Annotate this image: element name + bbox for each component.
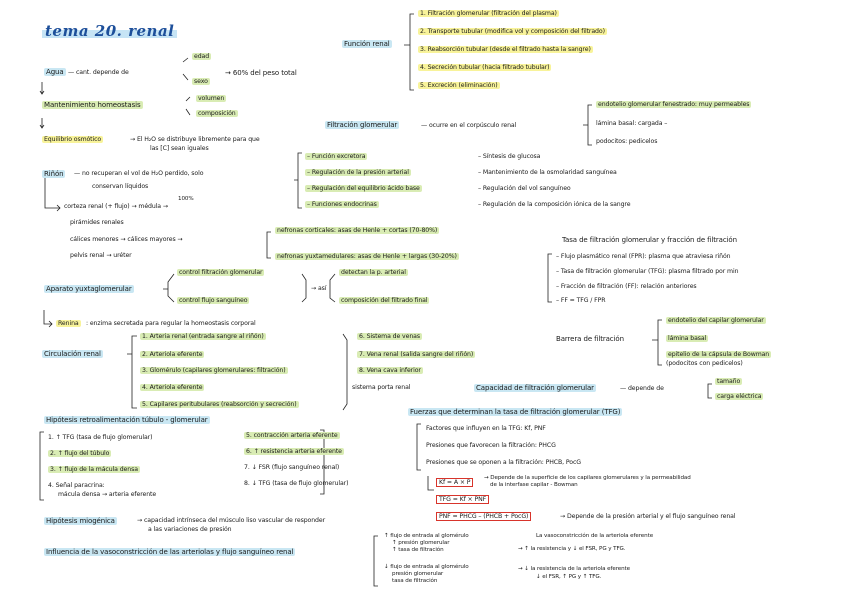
circulacion-item-7: 7. Vena renal (salida sangre del riñón): [359, 351, 474, 358]
capacidad-carga: carga eléctrica: [717, 393, 762, 400]
hipotesis-retro-right-5: 5. contracción arteria eferente: [246, 432, 338, 439]
hipotesis-retro-left-4: 4. Señal paracrina:: [48, 482, 105, 489]
barrera-item-1: endotelio del capilar glomerular: [668, 317, 764, 324]
hipotesis-retro-left-2: 2. ↑ flujo del túbulo: [50, 450, 110, 457]
circulacion-portal: sistema porta renal: [352, 384, 411, 391]
hipotesis-retro-left-5: mácula densa → arteria eferente: [58, 491, 157, 498]
nefronas-corticales: nefronas corticales: asas de Henle + cortas (70-80%): [277, 227, 438, 234]
circulacion-item-1: 1. Arteria renal (entrada sangre al riñón): [142, 333, 264, 340]
circulacion-item-4: 4. Arteriola eferente: [142, 384, 203, 391]
influencia-down-note2: ↓ el FSR, ↑ PG y ↑ TFG.: [536, 574, 602, 580]
influencia-up-note1: La vasoconstricción de la arteriola eferente: [536, 533, 654, 539]
miogenica-label: Hipótesis miogénica: [46, 517, 115, 525]
fuerzas-kf: Kf = A × P: [436, 478, 473, 487]
homeostasis-label: Mantenimiento homeostasis: [44, 101, 141, 109]
rinon-corteza: corteza renal (+ flujo) → médula →: [64, 203, 168, 210]
circulacion-item-8: 8. Vena cava inferior: [359, 367, 421, 374]
influencia-up-3: ↑ tasa de filtración: [392, 547, 444, 553]
influencia-label: Influencia de la vasoconstricción de las arteriolas y flujo sanguíneo renal: [46, 548, 294, 556]
aparato-control2: control flujo sanguíneo: [179, 297, 248, 304]
funcion-rinon-6: – Mantenimiento de la osmolaridad sanguínea: [478, 169, 617, 176]
rinon-line2: conservan líquidos: [92, 183, 149, 190]
funcion-renal-3: 3. Reabsorción tubular (desde el filtrado hasta la sangre): [420, 46, 591, 53]
circulacion-item-5: 5. Capilares peritubulares (reabsorción y secreción): [142, 401, 297, 408]
aparato-arrow: → así: [311, 285, 327, 292]
miogenica-line2: a las variaciones de presión: [148, 526, 232, 533]
tasa-title: Tasa de filtración glomerular y fracción de filtración: [562, 236, 737, 244]
tasa-item-3: – Fracción de filtración (FF): relación anteriores: [556, 283, 697, 290]
circulacion-label: Circulación renal: [44, 350, 101, 358]
hipotesis-retro-label: Hipótesis retroalimentación túbulo - glomerular: [46, 416, 208, 424]
filtracion-item-2: lámina basal: cargada –: [596, 120, 668, 127]
agua-result: → 60% del peso total: [225, 69, 297, 77]
fuerzas-item-1: Factores que influyen en la TFG: Kf, PNF: [426, 425, 546, 432]
funcion-rinon-7: – Regulación del vol sanguíneo: [478, 185, 571, 192]
funcion-rinon-4: – Funciones endocrinas: [307, 201, 377, 208]
aparato-composicion: composición del filtrado final: [341, 297, 428, 304]
hipotesis-retro-right-8: 8. ↓ TFG (tasa de flujo glomerular): [244, 480, 349, 487]
fuerzas-kf-note1: → Depende de la superficie de los capilares glomerulares y la permeabilidad: [484, 475, 691, 481]
tasa-item-1: – Flujo plasmático renal (FPR): plasma que atraviesa riñón: [556, 253, 731, 260]
fuerzas-item-3: Presiones que se oponen a la filtración: PHCB, PocG: [426, 459, 581, 466]
nefronas-yuxtamedulares: nefronas yuxtamedulares: asas de Henle + largas (30-20%): [277, 253, 457, 260]
circulacion-item-2: 2. Arteriola eferente: [142, 351, 203, 358]
funcion-renal-2: 2. Transporte tubular (modifica vol y composición del filtrado): [420, 28, 605, 35]
circulacion-item-3: 3. Glomérulo (capilares glomerulares: filtración): [142, 367, 286, 374]
filtracion-text: — ocurre en el corpúsculo renal: [421, 122, 517, 129]
filtracion-label: Filtración glomerular: [327, 121, 398, 129]
influencia-up-2: ↑ presión glomerular: [392, 540, 450, 546]
page-title: tema 20. renal: [42, 22, 177, 40]
barrera-item-4: (podocitos con pedicelos): [666, 360, 743, 367]
aparato-label: Aparato yuxtaglomerular: [46, 285, 132, 293]
aparato-detectan: detectan la p. arterial: [341, 269, 406, 276]
influencia-down-2: presión glomerular: [392, 571, 444, 577]
rinon-calices: cálices menores → cálices mayores →: [70, 236, 183, 243]
osmotico-line2: las [C] sean iguales: [150, 145, 209, 152]
hipotesis-retro-left-3: 3. ↑ flujo de la mácula densa: [50, 466, 138, 473]
capacidad-label: Capacidad de filtración glomerular: [476, 384, 594, 392]
funcion-rinon-2: – Regulación de la presión arterial: [307, 169, 409, 176]
rinon-line1: — no recuperan el vol de H₂O perdido, solo: [74, 170, 204, 177]
capacidad-tamano: tamaño: [717, 378, 741, 385]
rinon-piramides: pirámides renales: [70, 219, 124, 226]
renina-text: : enzima secretada para regular la homeostasis corporal: [86, 320, 256, 327]
funcion-renal-4: 4. Secreción tubular (hacia filtrado tubular): [420, 64, 550, 71]
circulacion-item-6: 6. Sistema de venas: [359, 333, 420, 340]
funcion-renal-5: 5. Excreción (eliminación): [420, 82, 498, 89]
fuerzas-tfg: TFG = Kf × PNF: [436, 495, 489, 504]
rinon-pelvis: pelvis renal → uréter: [70, 252, 132, 259]
influencia-up-1: ↑ flujo de entrada al glomérulo: [384, 533, 469, 539]
fuerzas-pnf: PNF = PHCG – (PHCB + PocG): [436, 512, 531, 521]
barrera-item-2: lámina basal: [668, 335, 707, 342]
agua-sexo: sexo: [194, 78, 208, 85]
fuerzas-kf-note2: de la interfase capilar - Bowman: [490, 482, 578, 488]
agua-label: Agua: [46, 68, 64, 76]
fuerzas-title: Fuerzas que determinan la tasa de filtración glomerular (TFG): [410, 408, 621, 416]
osmotico-label: Equilibrio osmótico: [44, 136, 102, 143]
rinon-corteza-note: 100%: [178, 196, 194, 202]
funcion-rinon-3: – Regulación del equilibrio ácido base: [307, 185, 420, 192]
miogenica-line1: → capacidad intrínseca del músculo liso vascular de responder: [137, 517, 326, 524]
hipotesis-retro-right-6: 6. ↑ resistencia arteria eferente: [246, 448, 342, 455]
funcion-renal-1: 1. Filtración glomerular (filtración del plasma): [420, 10, 557, 17]
hipotesis-retro-right-7: 7. ↓ FSR (flujo sanguíneo renal): [244, 464, 340, 471]
funcion-renal-label: Función renal: [344, 40, 390, 48]
agua-edad: edad: [194, 53, 210, 60]
funcion-rinon-1: – Función excretora: [307, 153, 366, 160]
homeostasis-volumen: volumen: [198, 95, 225, 102]
fuerzas-pnf-note: → Depende de la presión arterial y el flujo sanguíneo renal: [560, 513, 736, 520]
osmotico-line1: → El H₂O se distribuye libremente para que: [130, 136, 260, 143]
rinon-label: Riñón: [44, 170, 64, 178]
homeostasis-composicion: composición: [198, 110, 236, 117]
funcion-rinon-8: – Regulación de la composición iónica de la sangre: [478, 201, 631, 208]
aparato-control1: control filtración glomerular: [179, 269, 263, 276]
influencia-down-1: ↓ flujo de entrada al glomérulo: [384, 564, 469, 570]
influencia-up-note2: → ↑ la resistencia y ↓ el FSR, PG y TFG.: [518, 546, 626, 552]
barrera-item-3: epitelio de la cápsula de Bowman: [668, 351, 770, 358]
hipotesis-retro-left-1: 1. ↑ TFG (tasa de flujo glomerular): [48, 434, 153, 441]
barrera-label: Barrera de filtración: [556, 335, 624, 343]
agua-text: — cant. depende de: [68, 69, 129, 76]
renina-label: Renina: [58, 320, 79, 327]
influencia-down-3: tasa de filtración: [392, 578, 438, 584]
fuerzas-item-2: Presiones que favorecen la filtración: PHCG: [426, 442, 556, 449]
capacidad-text: — depende de: [620, 385, 664, 392]
funcion-rinon-5: – Síntesis de glucosa: [478, 153, 541, 160]
tasa-item-2: – Tasa de filtración glomerular (TFG): plasma filtrado por min: [556, 268, 739, 275]
filtracion-item-1: endotelio glomerular fenestrado: muy permeables: [598, 101, 750, 108]
influencia-down-note1: → ↓ la resistencia de la arteriola eferente: [518, 566, 630, 572]
tasa-item-4: – FF = TFG / FPR: [556, 297, 606, 304]
filtracion-item-3: podocitos: pedicelos: [596, 138, 658, 145]
